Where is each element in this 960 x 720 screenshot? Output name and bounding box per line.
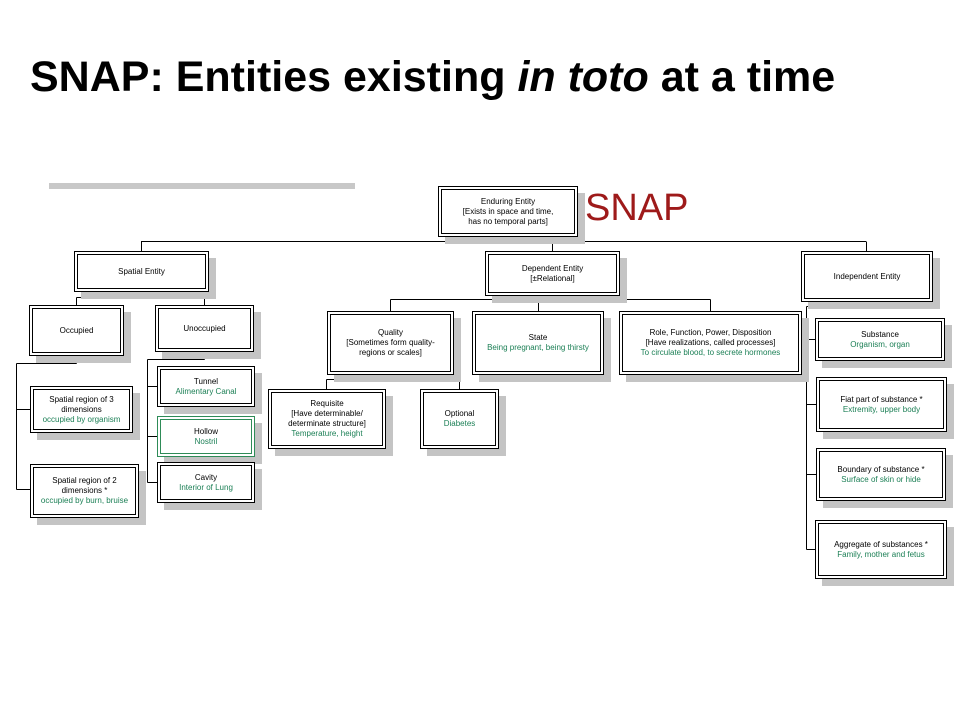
node-occupied — [29, 305, 124, 356]
node-label: Tunnel — [193, 376, 219, 386]
node-enduring-entity — [438, 186, 578, 237]
node-label: Independent Entity — [833, 271, 901, 281]
title-text-start: SNAP: Entities existing — [30, 53, 518, 101]
node-example: Nostril — [194, 436, 218, 446]
node-label: Enduring Entity [Exists in space and time, has no temporal parts] — [462, 196, 554, 226]
node-dependent-entity — [485, 251, 620, 296]
node-role-function — [619, 311, 802, 375]
node-fiat-part — [816, 377, 947, 432]
node-label: Role, Function, Power, Disposition [Have realizations, called processes] — [645, 328, 776, 347]
node-boundary — [816, 448, 946, 501]
node-quality — [327, 311, 454, 375]
node-example: occupied by organism — [42, 414, 121, 424]
node-unoccupied — [155, 305, 254, 352]
node-example: occupied by burn, bruise — [40, 496, 129, 505]
node-spatial-region-3d — [30, 386, 133, 433]
title-text-italic: in toto — [517, 53, 649, 101]
node-example: Temperature, height — [291, 429, 363, 438]
node-optional — [420, 389, 499, 449]
node-label: Optional — [444, 409, 475, 418]
node-substance — [815, 318, 945, 361]
node-label: Boundary of substance * — [837, 464, 925, 474]
node-label: Unoccupied — [183, 323, 226, 333]
connector-enduring-children — [141, 237, 867, 251]
node-example: Extremity, upper body — [842, 404, 921, 414]
node-label: Requisite [Have determinable/ determinate structure] — [288, 399, 366, 428]
node-example: To circulate blood, to secrete hormones — [640, 348, 781, 357]
node-label: Quality [Sometimes form quality- regions or scales] — [346, 328, 435, 357]
node-label: Cavity — [194, 472, 218, 482]
node-label: Aggregate of substances * — [834, 539, 928, 549]
node-label: State — [528, 333, 548, 342]
node-independent-entity — [801, 251, 933, 302]
node-label: Spatial Entity — [118, 266, 165, 276]
node-example: Family, mother and fetus — [837, 549, 925, 559]
node-label: Hollow — [193, 426, 218, 436]
node-example: Being pregnant, being thirsty — [487, 343, 589, 352]
node-aggregate — [815, 520, 947, 579]
node-example: Organism, organ — [850, 339, 910, 349]
node-cavity — [157, 462, 255, 503]
connector-quality-children — [327, 375, 460, 389]
node-state — [472, 311, 604, 375]
node-label: Spatial region of 2 dimensions * — [52, 476, 117, 495]
node-tunnel — [157, 366, 255, 407]
node-label: Spatial region of 3 dimensions — [49, 394, 114, 414]
node-example: Diabetes — [443, 419, 476, 428]
node-label: Fiat part of substance * — [840, 394, 923, 404]
node-example: Interior of Lung — [179, 482, 233, 492]
title-text-end: at a time — [648, 53, 836, 101]
node-spatial-entity — [74, 251, 209, 292]
node-label: Dependent Entity [±Relational] — [521, 263, 584, 283]
snap-label: SNAP — [585, 187, 689, 229]
node-example: Alimentary Canal — [175, 386, 237, 396]
node-label: Occupied — [59, 325, 94, 335]
node-requisite — [268, 389, 386, 449]
connector-dependent-children — [391, 296, 711, 311]
connector-spatial-children — [77, 292, 205, 305]
node-hollow — [157, 416, 255, 457]
node-label: Substance — [861, 329, 899, 339]
node-example: Surface of skin or hide — [841, 474, 921, 484]
node-spatial-region-2d — [30, 464, 139, 518]
